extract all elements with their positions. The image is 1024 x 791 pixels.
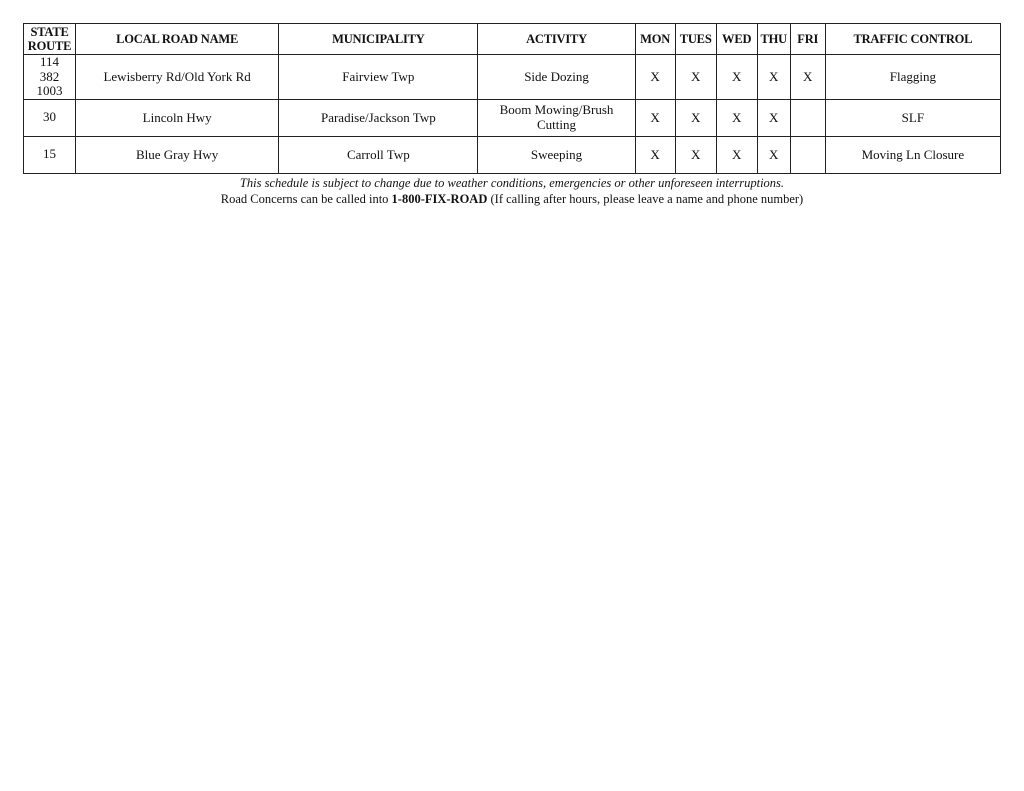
cell-fri: X: [790, 55, 825, 100]
route-number: 1003: [36, 83, 63, 98]
hotline-number: 1-800-FIX-ROAD: [391, 192, 488, 206]
header-municipality: MUNICIPALITY: [279, 24, 478, 55]
header-row: [24, 24, 1001, 55]
cell-traffic-control: Flagging: [825, 55, 1000, 100]
contact-prefix: Road Concerns can be called into: [220, 192, 392, 206]
cell-fri: [790, 136, 825, 173]
cell-thu: X: [757, 55, 790, 100]
route-number: 15: [43, 146, 57, 162]
cell-thu: X: [757, 136, 790, 173]
header-state-route-line-1: STATE: [30, 24, 69, 39]
cell-state-route: [24, 136, 76, 173]
cell-activity: Sweeping: [478, 136, 635, 173]
cell-tues: X: [675, 99, 716, 136]
cell-mon: X: [635, 99, 675, 136]
cell-traffic-control: Moving Ln Closure: [825, 136, 1000, 173]
cell-thu: X: [757, 99, 790, 136]
activity-line-1: Boom Mowing/Brush: [499, 102, 614, 117]
header-traffic-control: TRAFFIC CONTROL: [825, 24, 1000, 55]
table-row: [24, 136, 1001, 173]
route-number: 382: [39, 68, 60, 84]
route-number: 114: [40, 54, 60, 69]
cell-municipality: Carroll Twp: [279, 136, 478, 173]
cell-wed: X: [716, 136, 757, 173]
activity-line-2: Cutting: [537, 116, 577, 132]
road-concerns-contact: [23, 192, 1001, 207]
cell-traffic-control: SLF: [825, 99, 1000, 136]
cell-local-road-name: Lewisberry Rd/Old York Rd: [76, 55, 279, 100]
route-number: 30: [43, 109, 57, 125]
header-thu: THU: [757, 24, 790, 55]
cell-local-road-name: Blue Gray Hwy: [76, 136, 279, 173]
cell-mon: X: [635, 55, 675, 100]
cell-mon: X: [635, 136, 675, 173]
cell-local-road-name: Lincoln Hwy: [76, 99, 279, 136]
header-tues: TUES: [675, 24, 716, 55]
cell-wed: X: [716, 99, 757, 136]
cell-activity: [478, 99, 635, 136]
cell-municipality: Paradise/Jackson Twp: [279, 99, 478, 136]
header-state-route: [24, 24, 76, 55]
header-mon: MON: [635, 24, 675, 55]
table-row: [24, 99, 1001, 136]
header-wed: WED: [716, 24, 757, 55]
contact-suffix: (If calling after hours, please leave a name and phone number): [487, 192, 804, 206]
header-local-road-name: LOCAL ROAD NAME: [76, 24, 279, 55]
cell-activity: Side Dozing: [478, 55, 635, 100]
cell-wed: X: [716, 55, 757, 100]
header-activity: ACTIVITY: [478, 24, 635, 55]
table-row: [24, 55, 1001, 100]
header-state-route-line-2: ROUTE: [27, 39, 72, 53]
road-work-schedule-table: [23, 23, 1001, 174]
cell-fri: [790, 99, 825, 136]
header-fri: FRI: [790, 24, 825, 55]
cell-tues: X: [675, 136, 716, 173]
cell-municipality: Fairview Twp: [279, 55, 478, 100]
cell-tues: X: [675, 55, 716, 100]
cell-state-route: [24, 99, 76, 136]
schedule-disclaimer: This schedule is subject to change due to weather conditions, emergencies or other unforeseen interruptions.: [239, 176, 785, 190]
cell-state-route: [24, 55, 76, 100]
